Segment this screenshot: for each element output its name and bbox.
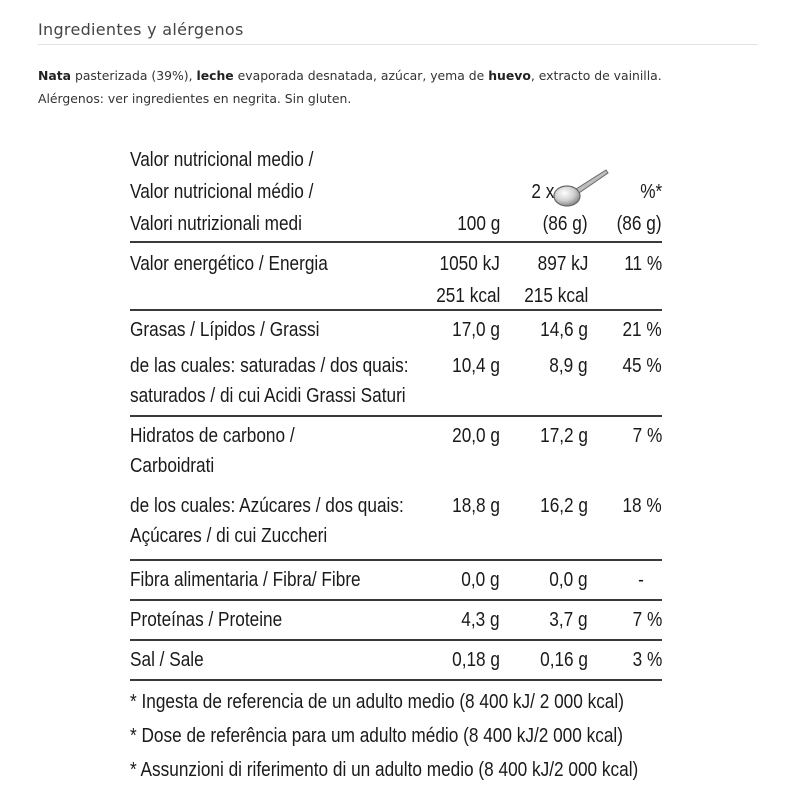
row-value-portion-kcal: 215 kcal (523, 284, 588, 307)
row-value-100g: 0,18 g (452, 648, 500, 671)
row-value-portion: 16,2 g (540, 494, 588, 517)
row-energy (130, 241, 662, 309)
row-name: Hidratos de carbono / (130, 424, 295, 447)
ingredients-part: evaporada desnatada, azúcar, yema de (233, 68, 489, 83)
row-value-pct: 7 % (632, 424, 662, 447)
row-name: Grasas / Lípidos / Grassi (130, 318, 320, 341)
footnote-pt: * Dose de referência para um adulto médio (8 400 kJ/2 000 kcal) (130, 724, 623, 747)
nutrition-label (130, 145, 662, 787)
row-saturated-fat (130, 347, 662, 415)
footnote-es: * Ingesta de referencia de un adulto medio (8 400 kJ/ 2 000 kcal) (130, 690, 624, 713)
row-name: Sal / Sale (130, 648, 204, 671)
row-value-pct: - (638, 568, 644, 591)
header-title-es: Valor nutricional medio / (130, 148, 314, 171)
ingredient-egg: huevo (488, 68, 531, 83)
header-title-it: Valori nutrizionali medi (130, 212, 302, 235)
row-value-100g-kj: 1050 kJ (439, 252, 500, 275)
row-value-portion: 3,7 g (549, 608, 588, 631)
row-value-portion: 17,2 g (540, 424, 588, 447)
ingredients-text (38, 64, 760, 110)
row-protein (130, 599, 662, 639)
section-title: Ingredientes y alérgenos (38, 20, 244, 39)
row-value-pct: 45 % (622, 354, 662, 377)
header-title-pt: Valor nutricional médio / (130, 180, 314, 203)
row-value-100g: 20,0 g (452, 424, 500, 447)
row-value-portion: 8,9 g (549, 354, 588, 377)
row-value-pct: 18 % (622, 494, 662, 517)
ingredient-cream: Nata (38, 68, 72, 83)
row-value-portion: 0,0 g (549, 568, 588, 591)
row-value-pct: 11 % (624, 252, 662, 275)
row-value-pct: 3 % (632, 648, 662, 671)
row-value-100g: 18,8 g (452, 494, 500, 517)
row-name: de las cuales: saturadas / dos quais: (130, 354, 409, 377)
row-value-100g: 4,3 g (461, 608, 500, 631)
row-name-line2: Carboidrati (130, 454, 215, 477)
nutrition-header (130, 145, 662, 241)
row-value-portion-kj: 897 kJ (537, 252, 588, 275)
row-value-100g: 0,0 g (461, 568, 500, 591)
header-col-portion-count: 2 x (531, 180, 554, 203)
header-col-100g: 100 g (456, 212, 500, 235)
row-value-portion: 0,16 g (540, 648, 588, 671)
row-value-portion: 14,6 g (540, 318, 588, 341)
footnote-it: * Assunzioni di riferimento di un adulto medio (8 400 kJ/2 000 kcal) (130, 758, 639, 781)
header-col-pct: (86 g) (617, 212, 662, 235)
header-col-portion: (86 g) (543, 212, 588, 235)
header-col-pct-top: %* (639, 180, 662, 203)
row-carbohydrates (130, 415, 662, 487)
row-sugars (130, 487, 662, 559)
spoon-icon (550, 167, 610, 209)
row-name: de los cuales: Azúcares / dos quais: (130, 494, 404, 517)
row-value-pct: 21 % (622, 318, 662, 341)
row-value-pct: 7 % (632, 608, 662, 631)
row-fat (130, 309, 662, 347)
row-name: Fibra alimentaria / Fibra/ Fibre (130, 568, 361, 591)
row-fibre (130, 559, 662, 599)
row-name-line2: Açúcares / di cui Zuccheri (130, 524, 328, 547)
ingredients-part: pasterizada (39%), (71, 68, 197, 83)
row-value-100g: 17,0 g (452, 318, 500, 341)
row-salt (130, 639, 662, 679)
row-name-line2: saturados / di cui Acidi Grassi Saturi (130, 384, 406, 407)
row-name: Proteínas / Proteine (130, 608, 283, 631)
row-value-100g: 10,4 g (452, 354, 500, 377)
footnotes (130, 679, 662, 787)
ingredient-milk: leche (196, 68, 234, 83)
divider (38, 44, 758, 45)
row-value-100g-kcal: 251 kcal (435, 284, 500, 307)
row-name: Valor energético / Energia (130, 252, 328, 275)
ingredients-part: , extracto de vainilla. (530, 68, 662, 83)
allergens-note: Alérgenos: ver ingredientes en negrita. Sin gluten. (38, 91, 352, 106)
